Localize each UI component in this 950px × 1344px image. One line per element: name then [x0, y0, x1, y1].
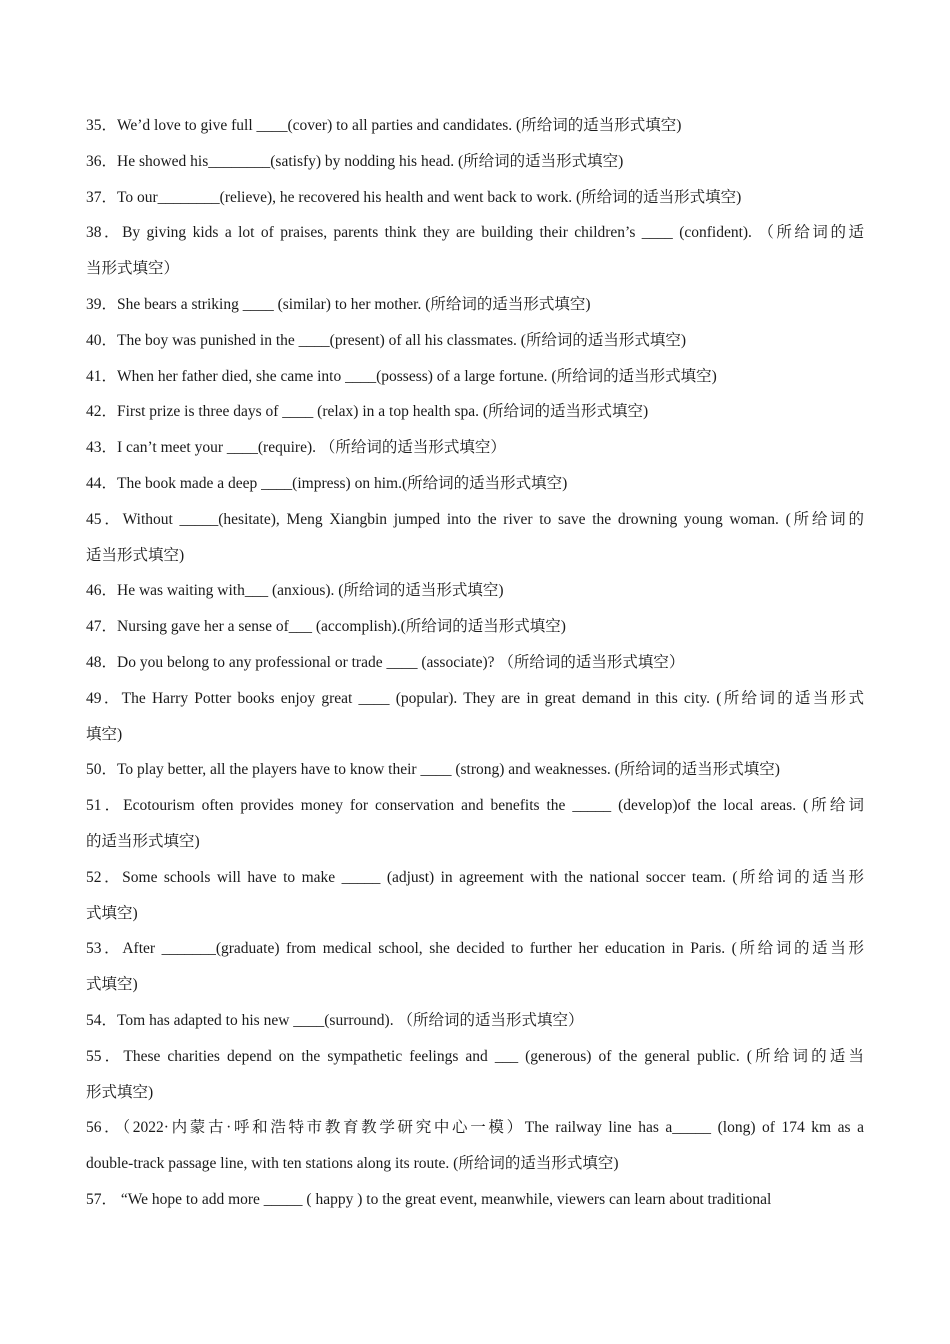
question-text-line: 36．He showed his________(satisfy) by nodding his head. (所给词的适当形式填空): [86, 152, 624, 170]
question-text-line: 45．Without _____(hesitate), Meng Xiangbin jumped into the river to save the drowning young woman. (所给词的: [86, 510, 864, 528]
question-text-line: 39．She bears a striking ____ (similar) to her mother. (所给词的适当形式填空): [86, 295, 591, 313]
question-item: [86, 394, 864, 430]
question-item: [86, 681, 864, 753]
question-item: [86, 788, 864, 860]
question-text-line: 49．The Harry Potter books enjoy great ____ (popular). They are in great demand in this city. (所给词的适当形式: [86, 689, 864, 707]
question-item: [86, 466, 864, 502]
question-item: [86, 287, 864, 323]
question-item: [86, 430, 864, 466]
question-item: [86, 860, 864, 932]
question-text-line: 52．Some schools will have to make _____ (adjust) in agreement with the national soccer team. (所给词的适当形: [86, 868, 864, 886]
question-item: [86, 502, 864, 574]
question-item: [86, 1003, 864, 1039]
question-item: [86, 1110, 864, 1182]
question-item: [86, 609, 864, 645]
question-text-line: 37．To our________(relieve), he recovered his health and went back to work. (所给词的适当形式填空): [86, 188, 742, 206]
question-text-line: 50．To play better, all the players have to know their ____ (strong) and weaknesses. (所给词的适当形式填空): [86, 761, 780, 779]
question-text-line: 44．The book made a deep ____(impress) on him.(所给词的适当形式填空): [86, 474, 568, 492]
question-text-line: 46．He was waiting with___ (anxious). (所给词的适当形式填空): [86, 582, 504, 600]
question-item: [86, 359, 864, 395]
question-text-line: 55．These charities depend on the sympathetic feelings and ___ (generous) of the general public. (所给词的适当: [86, 1047, 864, 1065]
question-item: [86, 180, 864, 216]
question-text-line: 42．First prize is three days of ____ (relax) in a top health spa. (所给词的适当形式填空): [86, 403, 649, 421]
question-text-line: 式填空): [86, 976, 138, 994]
question-text-line: 式填空): [86, 904, 138, 922]
question-item: [86, 573, 864, 609]
question-text-line: 47．Nursing gave her a sense of___ (accomplish).(所给词的适当形式填空): [86, 618, 566, 636]
question-text-line: 形式填空): [86, 1083, 154, 1101]
question-item: [86, 144, 864, 180]
question-text-line: 38．By giving kids a lot of praises, parents think they are building their children’s ____ (confident). （所给词的适: [86, 224, 864, 242]
question-text-line: 40．The boy was punished in the ____(present) of all his classmates. (所给词的适当形式填空): [86, 331, 687, 349]
question-text-line: 48．Do you belong to any professional or trade ____ (associate)? （所给词的适当形式填空）: [86, 653, 685, 671]
question-text-line: 53．After _______(graduate) from medical school, she decided to further her education in Paris. (所给词的适当形: [86, 940, 864, 958]
question-item: [86, 1039, 864, 1111]
question-text-line: 填空): [86, 725, 123, 743]
question-text-line: 51．Ecotourism often provides money for conservation and benefits the _____ (develop)of the local areas. (所给词: [86, 797, 864, 815]
question-text-line: 适当形式填空): [86, 546, 185, 564]
question-item: [86, 645, 864, 681]
question-text-line: double-track passage line, with ten stations along its route. (所给词的适当形式填空): [86, 1155, 619, 1173]
question-item: [86, 752, 864, 788]
question-item: [86, 1182, 864, 1218]
question-item: [86, 323, 864, 359]
question-text-line: 54．Tom has adapted to his new ____(surround). （所给词的适当形式填空）: [86, 1011, 584, 1029]
question-text-line: 的适当形式填空): [86, 832, 200, 850]
question-item: [86, 931, 864, 1003]
question-text-line: 41．When her father died, she came into ____(possess) of a large fortune. (所给词的适当形式填空): [86, 367, 717, 385]
question-text-line: 43．I can’t meet your ____(require). （所给词的适当形式填空）: [86, 439, 506, 457]
question-list: [86, 108, 864, 1218]
question-text-line: 35．We’d love to give full ____(cover) to all parties and candidates. (所给词的适当形式填空): [86, 117, 682, 134]
question-text-line: 56．（2022·内蒙古·呼和浩特市教育教学研究中心一模）The railway line has a_____ (long) of 174 km as a: [86, 1119, 864, 1137]
question-text-line: 当形式填空）: [86, 260, 180, 278]
question-item: [86, 108, 864, 144]
question-item: [86, 215, 864, 287]
question-text-line: 57． “We hope to add more _____ ( happy ) to the great event, meanwhile, viewers can learn about traditional: [86, 1190, 772, 1208]
